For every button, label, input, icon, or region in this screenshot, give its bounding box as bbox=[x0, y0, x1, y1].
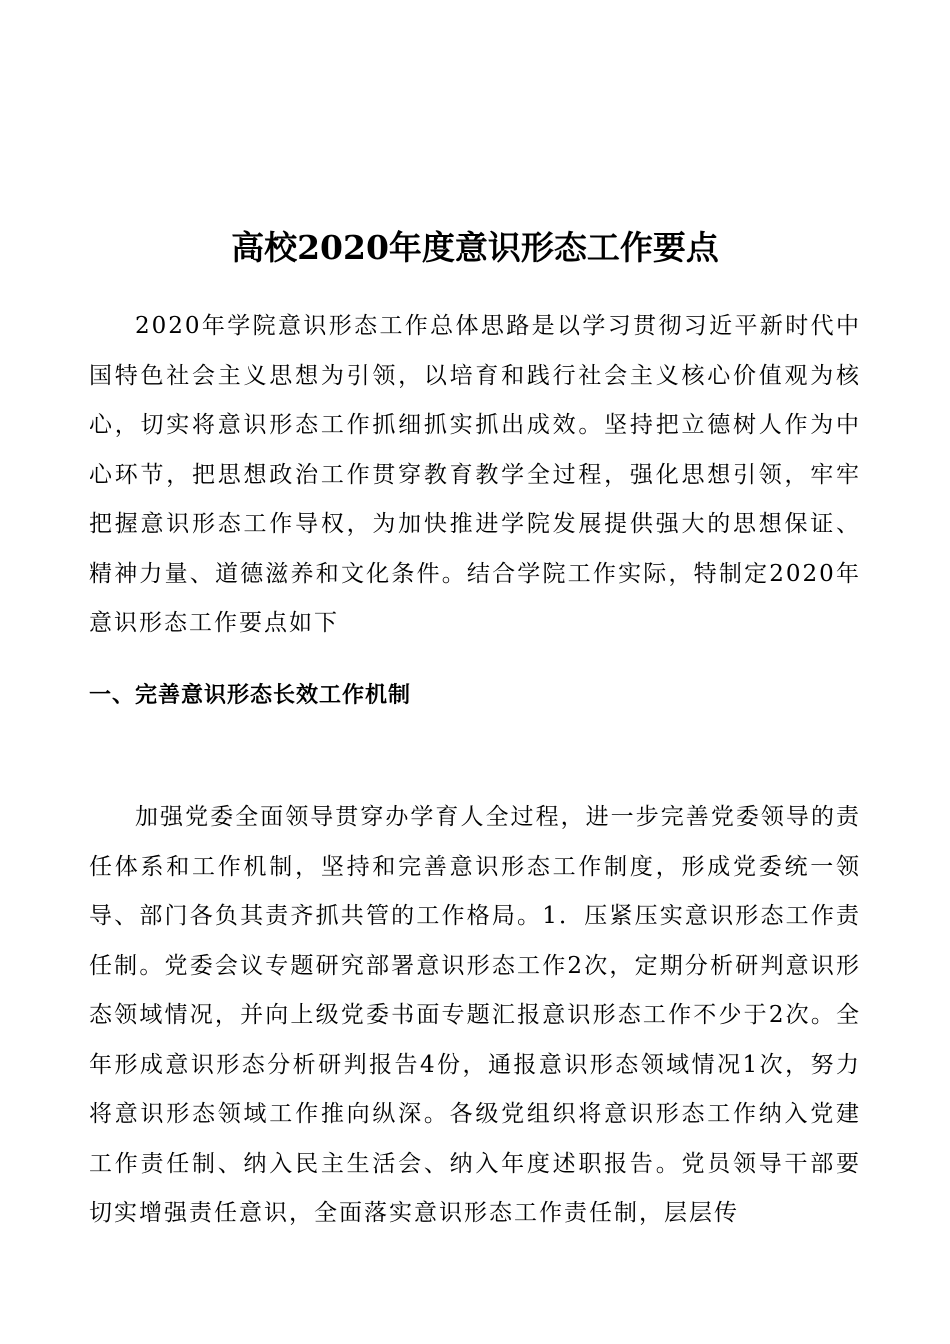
intro-paragraph: 2020年学院意识形态工作总体思路是以学习贯彻习近平新时代中国特色社会主义思想为引领，以培育和践行社会主义核心价值观为核心，切实将意识形态工作抓细抓实抓出成效。坚持把立德树人作为中心环节，把思想政治工作贯穿教育教学全过程，强化思想引领，牢牢把握意识形态工作导权，为加快推进学院发展提供强大的思想保证、精神力量、道德滋养和文化条件。结合学院工作实际，特制定2020年意识形态工作要点如下 bbox=[89, 313, 861, 636]
document-title: 高校2020年度意识形态工作要点 bbox=[231, 228, 719, 267]
section-heading: 一、完善意识形态长效工作机制 bbox=[89, 683, 412, 708]
section-paragraph: 加强党委全面领导贯穿办学育人全过程，进一步完善党委领导的责任体系和工作机制，坚持和完善意识形态工作制度，形成党委统一领导、部门各负其责齐抓共管的工作格局。1．压紧压实意识形态工作责任制。党委会议专题研究部署意识形态工作2次，定期分析研判意识形态领域情况，并向上级党委书面专题汇报意识形态工作不少于2次。全年形成意识形态分析研判报告4份，通报意识形态领域情况1次，努力将意识形态领域工作推向纵深。各级党组织将意识形态工作纳入党建工作责任制、纳入民主生活会、纳入年度述职报告。党员领导干部要切实增强责任意识，全面落实意识形态工作责任制，层层传 bbox=[89, 804, 861, 1226]
